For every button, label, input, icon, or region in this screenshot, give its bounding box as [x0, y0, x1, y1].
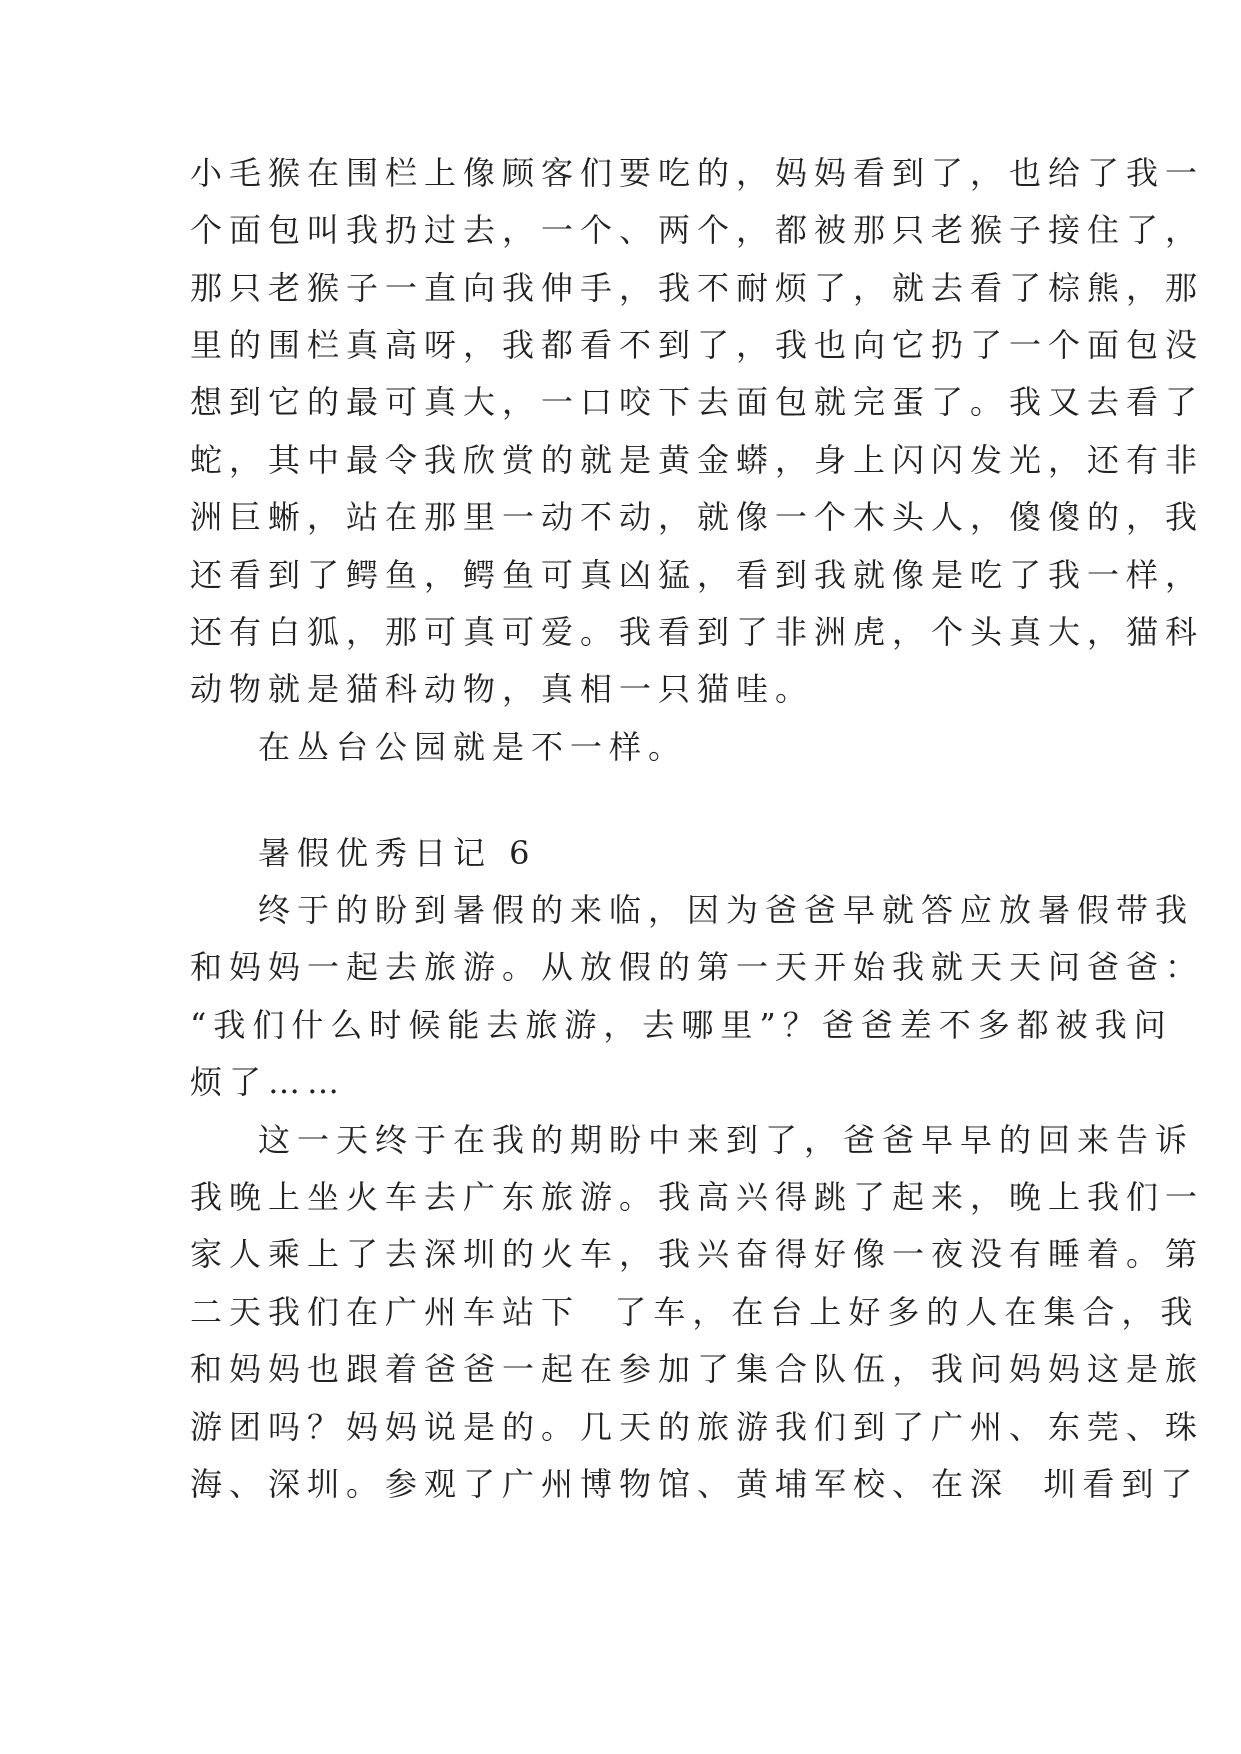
text-line: 二天我们在广州车站下 了车，在台上好多的人在集合，我 [190, 1293, 1200, 1331]
text-line: 和妈妈也跟着爸爸一起在参加了集合队伍，我问妈妈这是旅 [190, 1350, 1205, 1388]
text-line: 小毛猴在围栏上像顾客们要吃的，妈妈看到了，也给了我一 [190, 154, 1205, 192]
text-line: 里的围栏真高呀，我都看不到了，我也向它扔了一个面包没 [190, 326, 1205, 364]
text-line: 动物就是猫科动物，真相一只猫哇。 [190, 670, 815, 708]
text-line: 还看到了鳄鱼，鳄鱼可真凶猛，看到我就像是吃了我一样， [190, 556, 1205, 594]
text-line: 个面包叫我扔过去，一个、两个，都被那只老猴子接住了， [190, 211, 1205, 249]
text-line: 家人乘上了去深圳的火车，我兴奋得好像一夜没有睡着。第 [190, 1235, 1205, 1273]
text-line: 游团吗？妈妈说是的。几天的旅游我们到了广州、东莞、珠 [190, 1408, 1205, 1446]
text-line: 和妈妈一起去旅游。从放假的第一天开始我就天天问爸爸： [190, 948, 1205, 986]
text-line: 洲巨蜥，站在那里一动不动，就像一个木头人，傻傻的，我 [190, 498, 1205, 536]
text-line: “我们什么时候能去旅游，去哪里”？爸爸差不多都被我问 [190, 1006, 1173, 1044]
text-line: 还有白狐，那可真可爱。我看到了非洲虎，个头真大，猫科 [190, 613, 1205, 651]
text-line: 蛇，其中最令我欣赏的就是黄金蟒，身上闪闪发光，还有非 [190, 441, 1205, 479]
text-line: 这一天终于在我的期盼中来到了，爸爸早早的回来告诉 [258, 1121, 1195, 1159]
text-line: 终于的盼到暑假的来临，因为爸爸早就答应放暑假带我 [258, 891, 1195, 929]
section-heading: 暑假优秀日记 6 [258, 834, 537, 872]
text-line: 在丛台公园就是不一样。 [258, 728, 688, 766]
text-line: 烦了…… [190, 1063, 347, 1101]
text-line: 那只老猴子一直向我伸手，我不耐烦了，就去看了棕熊，那 [190, 269, 1205, 307]
text-line: 我晚上坐火车去广东旅游。我高兴得跳了起来，晚上我们一 [190, 1178, 1205, 1216]
text-line: 想到它的最可真大，一口咬下去面包就完蛋了。我又去看了 [190, 383, 1205, 421]
text-line: 海、深圳。参观了广州博物馆、黄埔军校、在深 圳看到了 [190, 1465, 1200, 1503]
